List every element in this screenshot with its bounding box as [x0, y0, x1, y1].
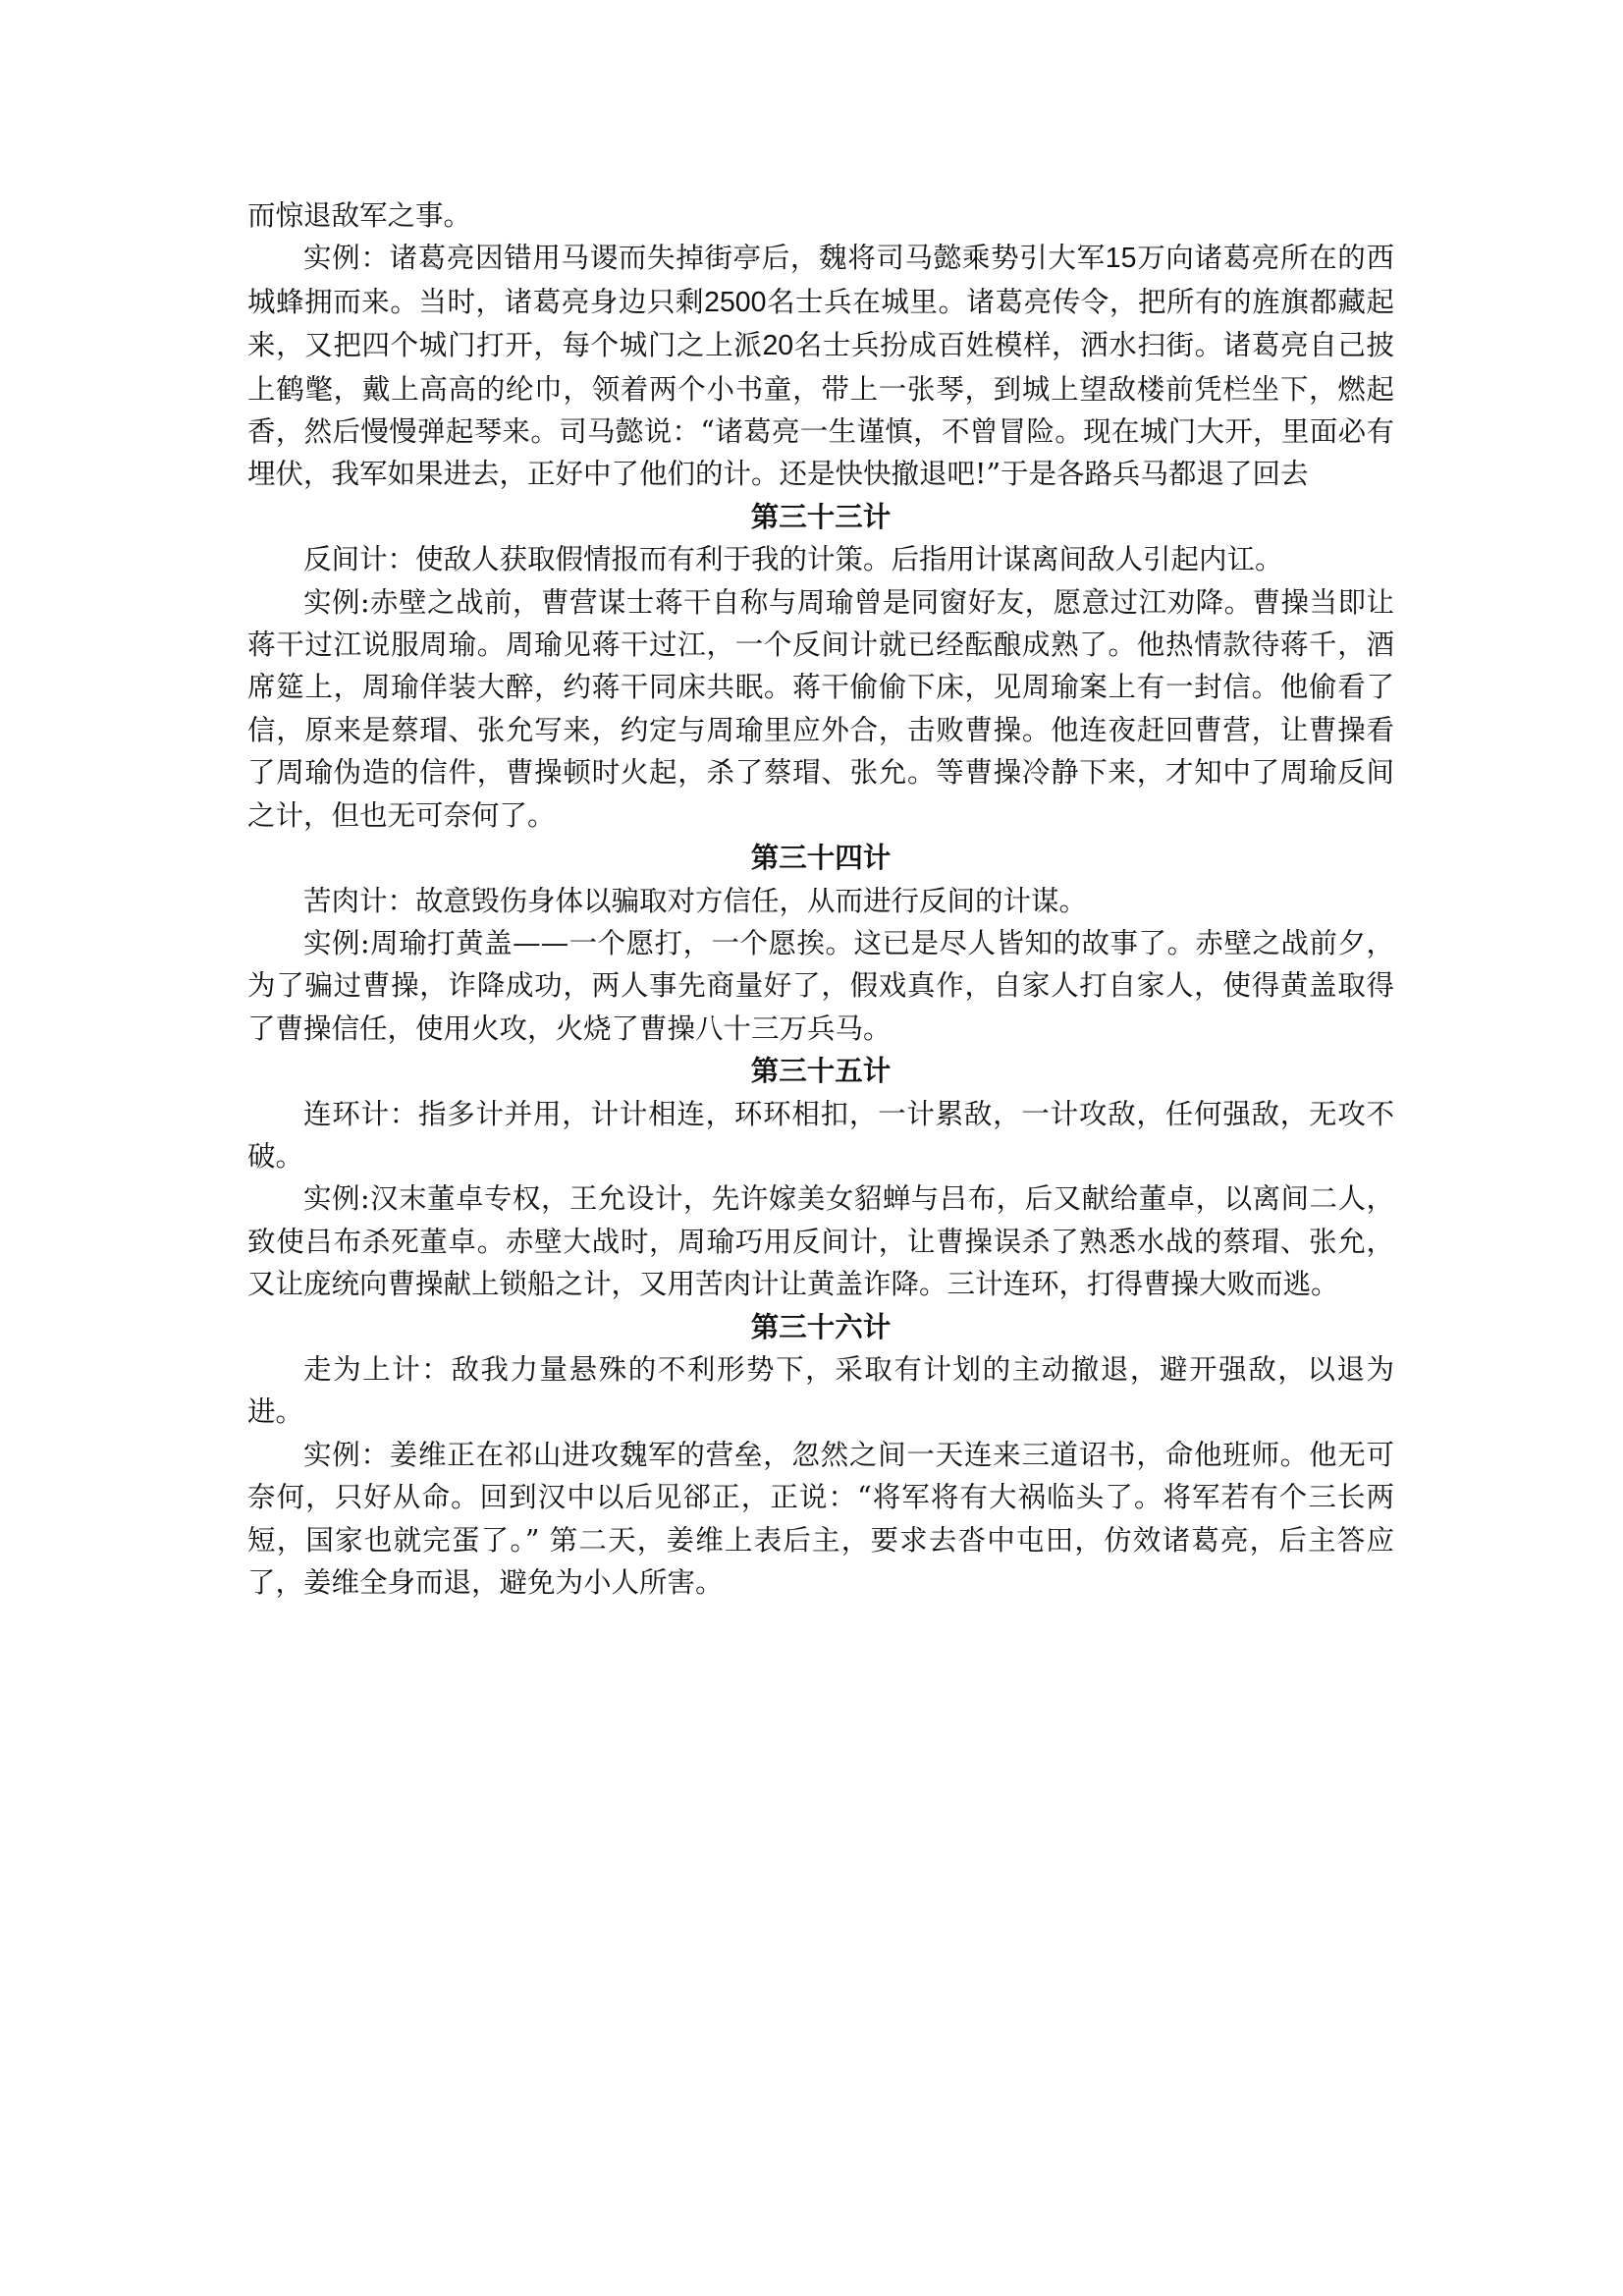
section-definition: 连环计：指多计并用，计计相连，环环相扣，一计累敌，一计攻敌，任何强敌，无攻不破。 — [247, 1097, 1394, 1173]
example-32-text-4: 名士兵扮成百姓模样，洒水扫街。诸葛亮自己披上鹤氅，戴上高高的纶巾，领着两个小书童，带上一张琴，到城上望敌楼前凭栏坐下，燃起香，然后慢慢弹起琴来。司马懿说：“诸葛亮一生谨慎，不曾冒险。现在城门大开，里面必有埋伏，我军如果进去，正好中了他们的计。还是快快撤退吧!”于是各路兵马都退了回去 — [247, 329, 1394, 491]
example-paragraph-32 — [247, 237, 1394, 495]
section-example: 实例:汉末董卓专权，王允设计，先许嫁美女貂蝉与吕布，后又献给董卓，以离间二人，致使吕布杀死董卓。赤壁大战时，周瑜巧用反间计，让曹操误杀了熟悉水战的蔡瑁、张允，又让庞统向曹操献上锁船之计，又用苦肉计让黄盖诈降。三计连环，打得曹操大败而逃。 — [247, 1182, 1394, 1301]
section-definition: 走为上计：敌我力量悬殊的不利形势下，采取有计划的主动撤退，避开强敌，以退为进。 — [247, 1352, 1394, 1429]
continuation-paragraph: 而惊退敌军之事。 — [247, 199, 472, 232]
section-heading: 第三十六计 — [750, 1309, 892, 1343]
section-heading: 第三十五计 — [750, 1054, 892, 1088]
example-32-text-3: 名士兵在城里。诸葛亮传令，把所有的旌旗都藏起来，又把四个城门打开，每个城门之上派 — [247, 285, 1394, 362]
section-definition: 反间计：使敌人获取假情报而有利于我的计策。后指用计谋离间敌人引起内讧。 — [303, 543, 1283, 576]
example-32-text-1: 实例：诸葛亮因错用马谡而失掉街亭后，魏将司马懿乘势引大军 — [303, 242, 1106, 275]
example-32-text-2: 万向诸葛亮所在的西城蜂拥而来。当时，诸葛亮身边只剩 — [247, 242, 1394, 318]
example-32-number-gate-guards: 20 — [762, 330, 794, 362]
section-example: 实例：姜维正在祁山进攻魏军的营垒，忽然之间一天连来三道诏书，命他班师。他无可奈何，只好从命。回到汉中以后见郤正，正说：“将军将有大祸临头了。将军若有个三长两短，国家也就完蛋了。” 第二天，姜维上表后主，要求去沓中屯田，仿效诸葛亮，后主答应了，姜维全身而退，避免为小人所害。 — [247, 1438, 1394, 1599]
example-32-number-troops: 15 — [1105, 243, 1137, 275]
example-32-number-soldiers: 2500 — [704, 286, 767, 318]
document-page — [247, 194, 1394, 1604]
section-definition: 苦肉计：故意毁伤身体以骗取对方信任，从而进行反间的计谋。 — [303, 884, 1088, 917]
section-example: 实例:周瑜打黄盖——一个愿打，一个愿挨。这已是尽人皆知的故事了。赤壁之战前夕，为了骗过曹操，诈降成功，两人事先商量好了，假戏真作，自家人打自家人，使得黄盖取得了曹操信任，使用火攻，火烧了曹操八十三万兵马。 — [247, 926, 1394, 1045]
section-heading: 第三十四计 — [750, 841, 892, 875]
section-example: 实例:赤壁之战前，曹营谋士蒋干自称与周瑜曾是同窗好友，愿意过江劝降。曹操当即让蒋干过江说服周瑜。周瑜见蒋干过江，一个反间计就已经酝酿成熟了。他热情款待蒋千，酒席筵上，周瑜佯装大醉，约蒋干同床共眠。蒋干偷偷下床，见周瑜案上有一封信。他偷看了信，原来是蔡瑁、张允写来，约定与周瑜里应外合，击败曹操。他连夜赶回曹营，让曹操看了周瑜伪造的信件，曹操顿时火起，杀了蔡瑁、张允。等曹操冷静下来，才知中了周瑜反间之计，但也无可奈何了。 — [247, 585, 1394, 832]
section-heading: 第三十三计 — [750, 499, 892, 533]
